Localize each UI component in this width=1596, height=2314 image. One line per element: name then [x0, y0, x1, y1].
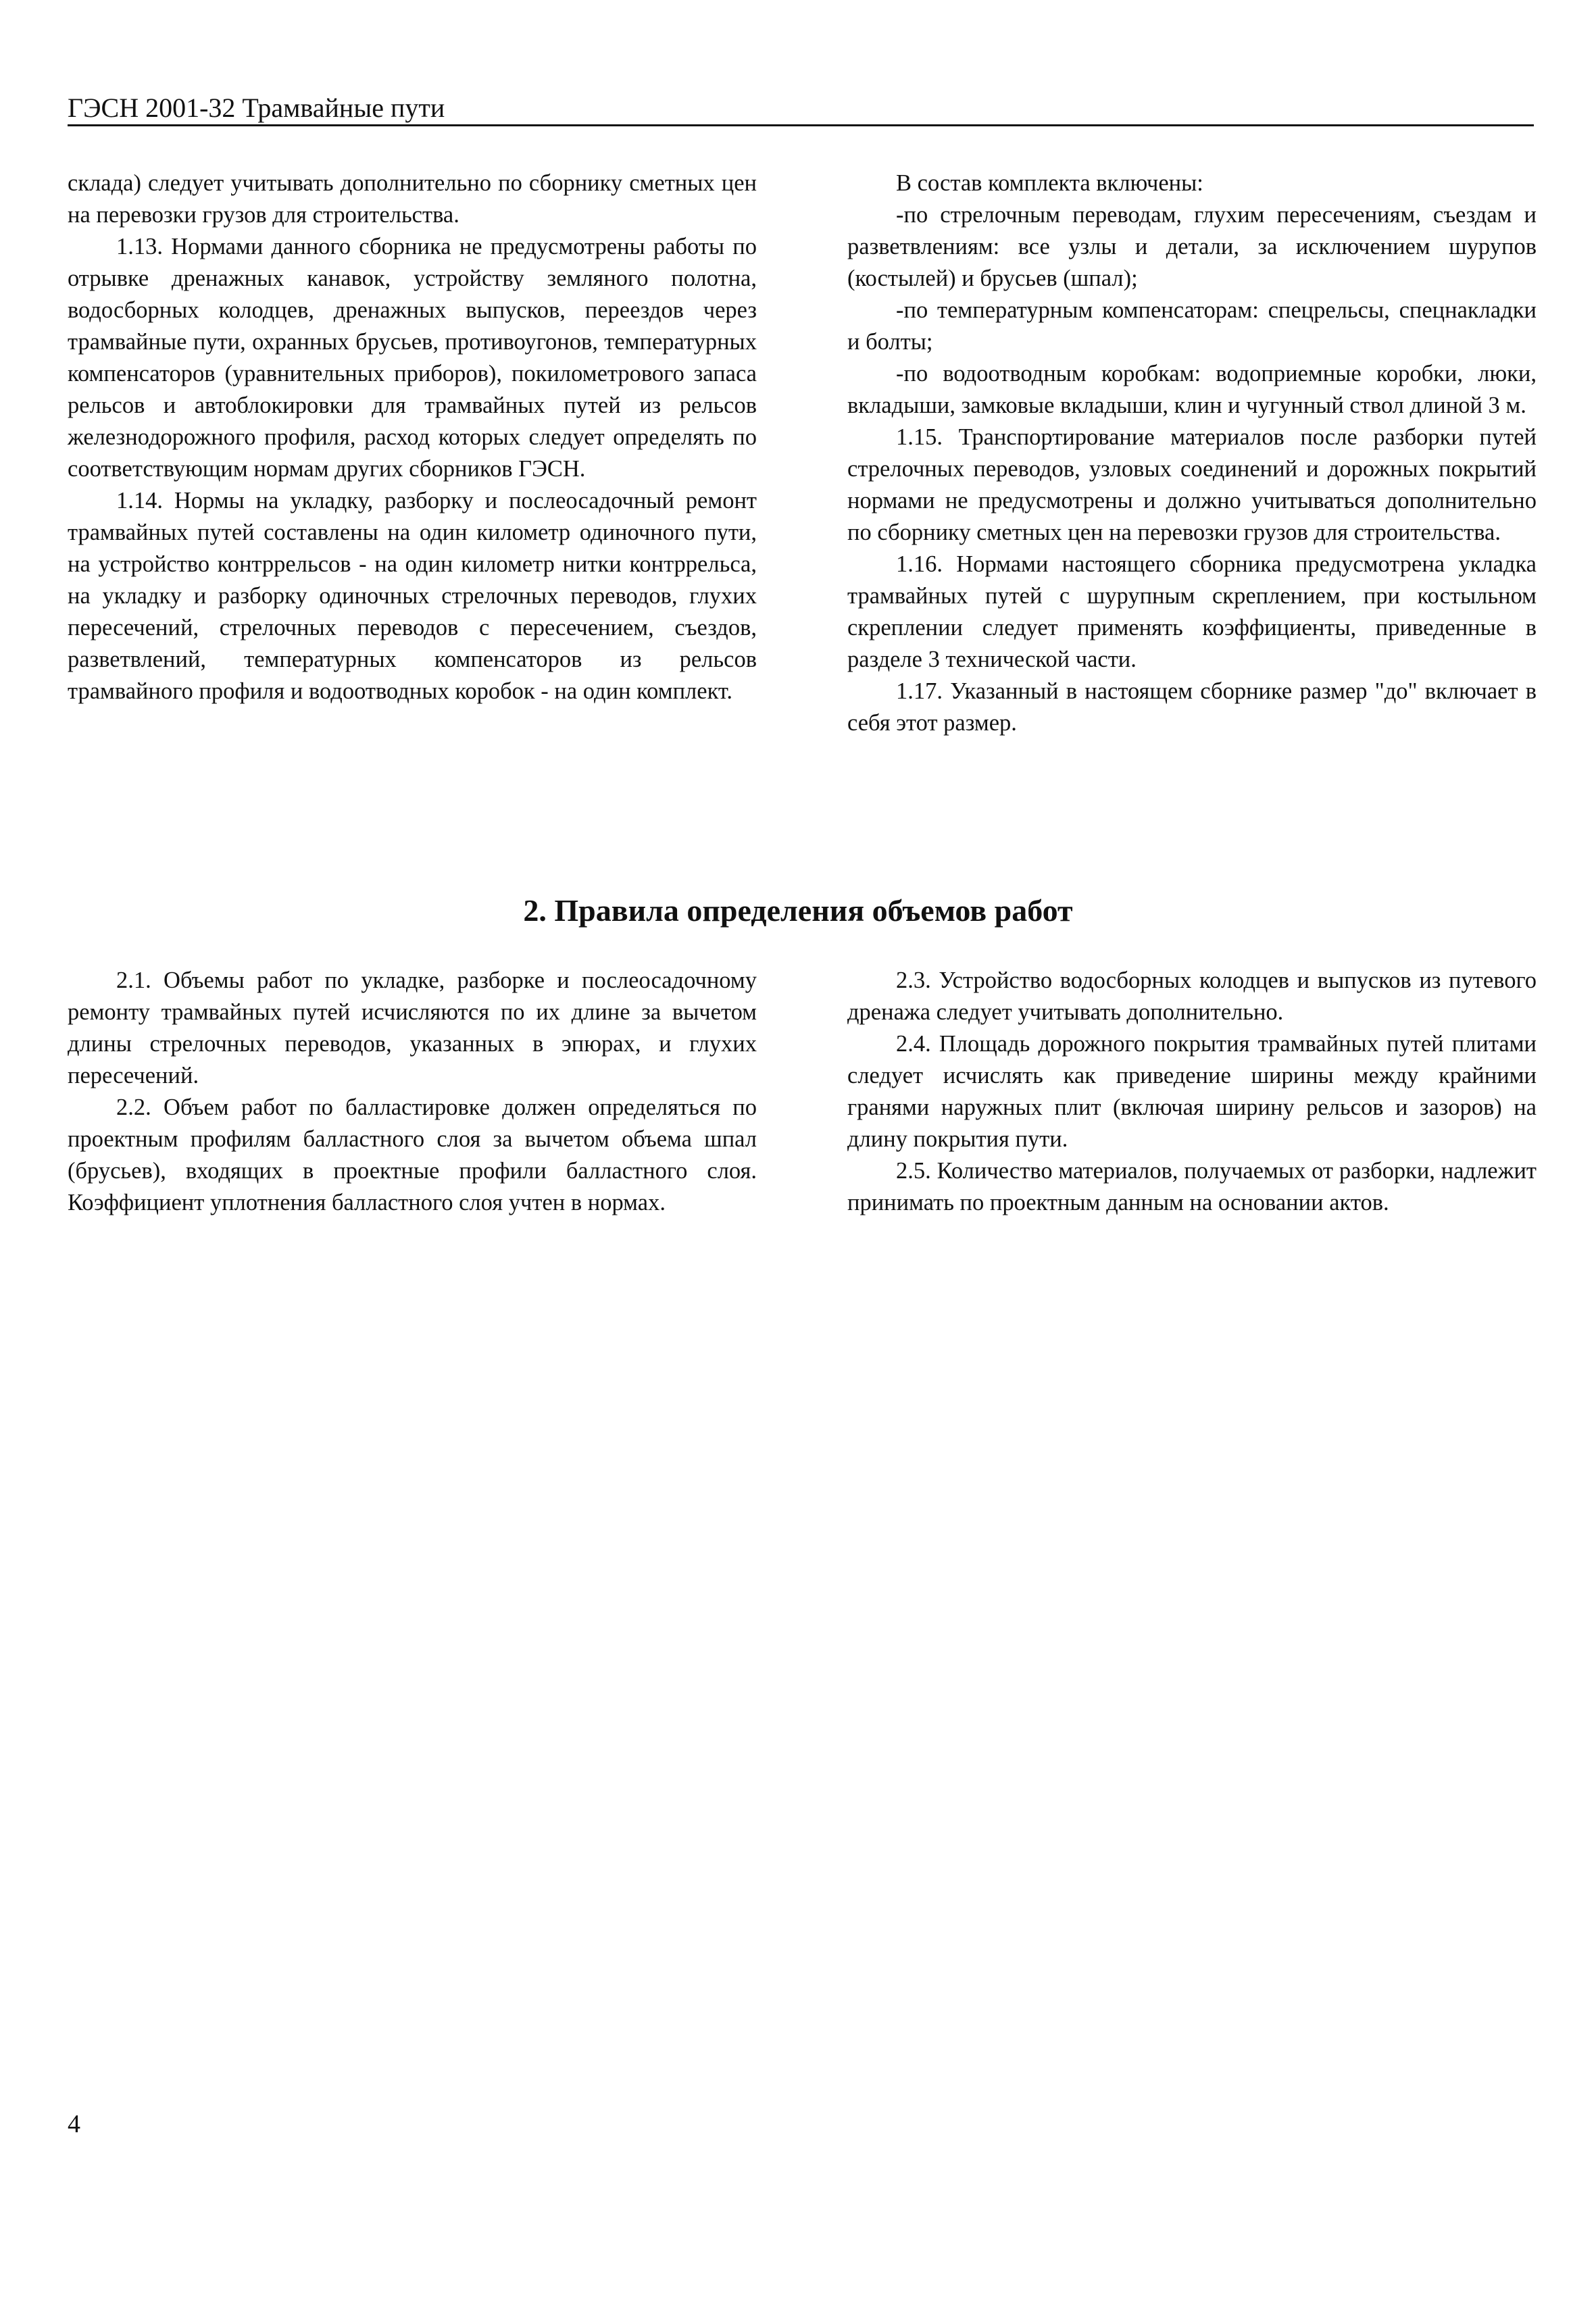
paragraph-continuation: склада) следует учитывать дополнительно по сборнику сметных цен на перевозки грузов для строительства. — [68, 170, 757, 228]
paragraph-1-14: 1.14. Нормы на укладку, разборку и послеосадочный ремонт трамвайных путей составлены на один километр одиночного пути, на устройство контррельсов - на один километр нитки контррельса, на укладку и разборку одиночных стрелочных переводов, глухих пересечений, стрелочных переводов с пересечением, съездов, разветвлений, температурных компенсаторов из рельсов трамвайного профиля и водоотводных коробок - на один комплект. — [68, 488, 757, 704]
paragraph-1-15: 1.15. Транспортирование материалов после разборки путей стрелочных переводов, узловых соединений и дорожных покрытий нормами не предусмотрены и должно учитываться дополнительно по сборнику сметных цен на перевозки грузов для строительства. — [847, 424, 1537, 545]
right-column-section-1 — [847, 168, 1537, 739]
paragraph-kit-contents: В состав комплекта включены: — [896, 170, 1203, 196]
running-header: ГЭСН 2001-32 Трамвайные пути — [68, 93, 1534, 126]
left-column-section-2 — [68, 965, 757, 1219]
paragraph-1-17: 1.17. Указанный в настоящем сборнике размер "до" включает в себя этот размер. — [847, 678, 1537, 736]
right-column-section-2 — [847, 965, 1537, 1219]
paragraph-2-4: 2.4. Площадь дорожного покрытия трамвайных путей плитами следует исчислять как приведение ширины между крайними гранями наружных плит (включая ширину рельсов и зазоров) на длину покрытия пути. — [847, 1031, 1537, 1152]
paragraph-2-1: 2.1. Объемы работ по укладке, разборке и послеосадочному ремонту трамвайных путей исчисляются по их длине за вычетом длины стрелочных переводов, указанных в эпюрах, и глухих пересечений. — [68, 967, 757, 1088]
section-2-heading: 2. Правила определения объемов работ — [523, 893, 1073, 928]
paragraph-2-5: 2.5. Количество материалов, получаемых от разборки, надлежит принимать по проектным данным на основании актов. — [847, 1158, 1537, 1215]
list-item-switches: -по стрелочным переводам, глухим пересечениям, съездам и разветвлениям: все узлы и детали, за исключением шурупов (костылей) и брусьев (шпал); — [847, 202, 1537, 291]
page-number: 4 — [68, 2110, 80, 2138]
paragraph-1-16: 1.16. Нормами настоящего сборника предусмотрена укладка трамвайных путей с шурупным скреплением, при костыльном скреплении следует применять коэффициенты, приведенные в разделе 3 технической части. — [847, 551, 1537, 672]
list-item-compensators: -по температурным компенсаторам: спецрельсы, спецнакладки и болты; — [847, 297, 1537, 355]
paragraph-2-3: 2.3. Устройство водосборных колодцев и выпусков из путевого дренажа следует учитывать дополнительно. — [847, 967, 1537, 1025]
left-column-section-1 — [68, 168, 757, 707]
list-item-drainage-boxes: -по водоотводным коробкам: водоприемные коробки, люки, вкладыши, замковые вкладыши, клин и чугунный ствол длиной 3 м. — [847, 361, 1537, 418]
paragraph-1-13: 1.13. Нормами данного сборника не предусмотрены работы по отрывке дренажных канавок, устройству земляного полотна, водосборных колодцев, дренажных выпусков, переездов через трамвайные пути, охранных брусьев, противоугонов, температурных компенсаторов (уравнительных приборов), покилометрового запаса рельсов и автоблокировки для трамвайных путей из рельсов железнодорожного профиля, расход которых следует определять по соответствующим нормам других сборников ГЭСН. — [68, 234, 757, 482]
paragraph-2-2: 2.2. Объем работ по балластировке должен определяться по проектным профилям балластного слоя за вычетом объема шпал (брусьев), входящих в проектные профили балластного слоя. Коэффициент уплотнения балластного слоя учтен в нормах. — [68, 1095, 757, 1215]
